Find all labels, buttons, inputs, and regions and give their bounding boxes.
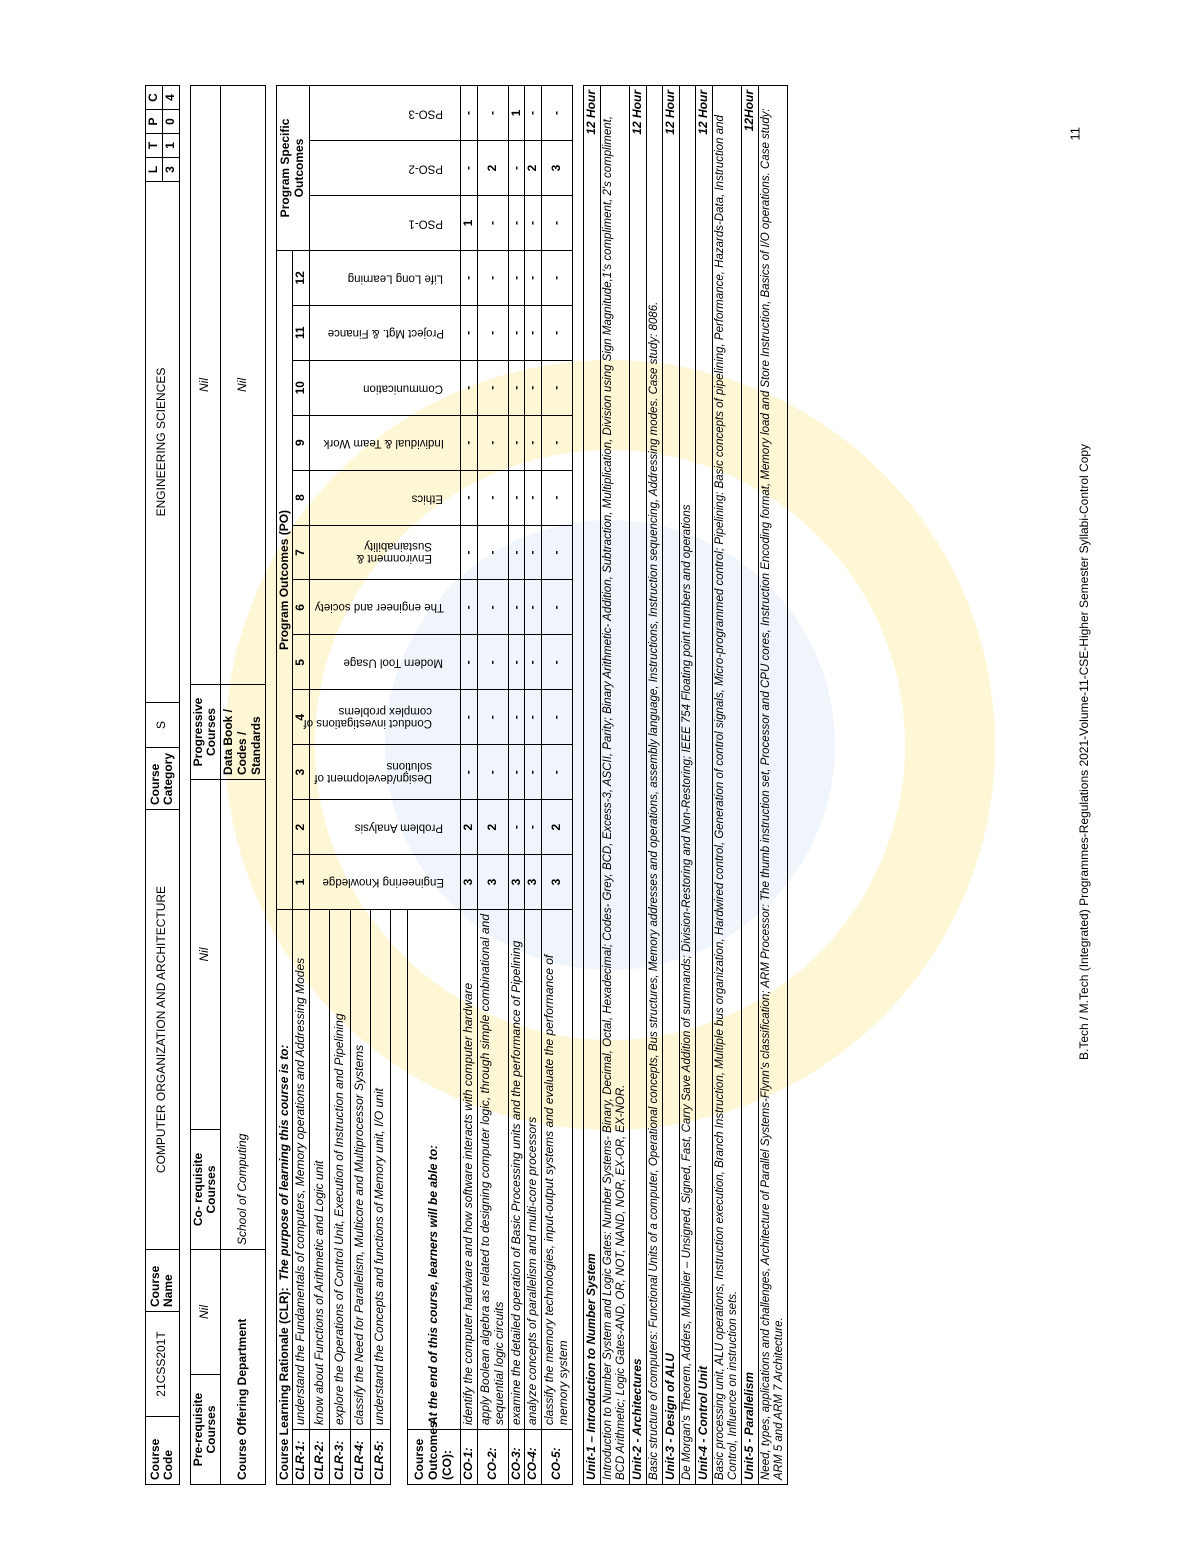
co-po-value: 2: [542, 800, 573, 855]
unit-header-row: [583, 86, 600, 1485]
co-po-value: -: [542, 360, 573, 415]
po-name-text: Environment & Sustainability: [356, 540, 433, 565]
co-po-value: -: [477, 415, 508, 470]
co-intro: At the end of this course, learners will be able to:: [407, 909, 460, 1429]
unit-description-row: [759, 86, 788, 1485]
dept-value: School of Computing: [221, 780, 265, 1250]
po-name-text: Design/development of solutions: [314, 760, 433, 785]
co-po-value: 3: [477, 855, 508, 910]
co-po-value: -: [461, 525, 478, 580]
co-po-value: -: [542, 415, 573, 470]
po-number-6: 6: [293, 580, 310, 635]
co-text: apply Boolean algebra as related to designing computer logic, through simple combinational and sequential logic circuits: [477, 909, 508, 1429]
po-name-14: [310, 141, 461, 196]
po-number-12: 12: [293, 250, 310, 305]
co-po-value: -: [525, 635, 542, 690]
co-po-value: -: [508, 635, 525, 690]
unit-title: Unit-1 – Introduction to Number System: [583, 174, 600, 1485]
co-po-value: -: [508, 525, 525, 580]
unit-hours: 12Hour: [742, 86, 759, 175]
po-name-12: [310, 250, 461, 305]
prereq-value: Nil: [190, 1250, 221, 1375]
co-po-value: -: [508, 800, 525, 855]
co-row: [525, 86, 542, 1485]
po-name-text: Communication: [363, 382, 443, 395]
co-po-value: 2: [461, 800, 478, 855]
po-name-2: [310, 800, 461, 855]
co-po-value: -: [525, 745, 542, 800]
po-name-text: Life Long Learning: [347, 272, 443, 285]
po-name-text: PSO-1: [408, 217, 443, 230]
course-category: S: [146, 703, 180, 748]
co-po-value: -: [477, 250, 508, 305]
progressive-label: Progressive Courses: [190, 685, 221, 780]
ltpc-value-t: 1: [162, 134, 179, 158]
co-code: CO-2:: [477, 1430, 508, 1485]
unit-description-row: [712, 86, 741, 1485]
po-name-13: [310, 196, 461, 251]
po-name-text: Engineering Knowledge: [322, 876, 445, 889]
co-po-value: -: [525, 360, 542, 415]
unit-description: Basic processing unit, ALU operations, Instruction execution, Branch Instruction, Multiple bus organization, Hardwired control, Generation of control signals, Micro-programmed control; Pipelining: Basic concepts of pipelining, Performance, Hazards-Data, Instruction and Control, Influence on instruction sets.: [712, 86, 741, 1485]
category-name: ENGINEERING SCIENCES: [146, 182, 180, 703]
co-po-value: -: [477, 635, 508, 690]
clr-text-5: understand the Concepts and functions of Memory unit, I/O unit: [370, 909, 390, 1429]
co-code: CO-4:: [525, 1430, 542, 1485]
po-name-text: The engineer and society: [314, 601, 445, 614]
clr-code-5: CLR-5:: [370, 1430, 390, 1485]
co-po-value: -: [477, 86, 508, 141]
co-label: Course Outcomes (CO):: [407, 1430, 460, 1485]
co-po-value: 3: [525, 855, 542, 910]
po-number-8: 8: [293, 470, 310, 525]
ltpc-value-l: 3: [162, 158, 179, 182]
co-po-value: -: [525, 580, 542, 635]
page-number: 11: [1067, 127, 1083, 141]
clr-label: Course Learning Rationale (CLR):: [276, 1287, 291, 1480]
clr-intro: The purpose of learning this course is to:: [276, 1044, 291, 1281]
unit-description-row: [646, 86, 662, 1485]
co-po-value: -: [525, 470, 542, 525]
co-po-value: -: [508, 360, 525, 415]
co-po-value: -: [477, 745, 508, 800]
co-po-value: -: [461, 86, 478, 141]
po-name-3: [310, 745, 461, 800]
outcomes-matrix-table: [276, 85, 573, 1485]
course-header-table: [145, 85, 180, 1485]
po-name-7: [310, 525, 461, 580]
po-name-text: Ethics: [411, 492, 443, 505]
ltpc-value-p: 0: [162, 110, 179, 134]
co-po-value: -: [525, 690, 542, 745]
co-po-value: -: [477, 360, 508, 415]
co-row: [542, 86, 573, 1485]
po-name-15: [310, 86, 461, 141]
co-po-value: -: [461, 635, 478, 690]
co-po-value: -: [477, 525, 508, 580]
progressive-value: Nil: [190, 86, 221, 685]
co-po-value: -: [508, 470, 525, 525]
co-po-value: -: [542, 745, 573, 800]
co-po-value: -: [508, 690, 525, 745]
databook-value: Nil: [221, 86, 265, 685]
clr-label-row: [276, 909, 293, 1484]
co-po-value: -: [542, 690, 573, 745]
co-code: CO-3:: [508, 1430, 525, 1485]
clr-code-4: CLR-4:: [350, 1430, 370, 1485]
pso-title: Program Specific Outcomes: [276, 86, 310, 251]
unit-hours: 12 Hour: [583, 86, 600, 175]
clr-code-2: CLR-2:: [310, 1430, 330, 1485]
co-row: [477, 86, 508, 1485]
unit-header-row: [629, 86, 646, 1485]
unit-description: Introduction to Number System and Logic Gates: Number Systems- Binary, Decimal, Octal, Hexadecimal; Codes- Grey, BCD, Excess-3, ASCII, Parity; Binary Arithmetic- Addition, Subtraction, Multiplication, Division using Sign Magnitude,1's compliment, 2's compliment, BCD Arithmetic; Logic Gates-AND, OR, NOT, NAND, NOR, EX-OR, EX-NOR.: [600, 86, 629, 1485]
co-po-value: 2: [477, 800, 508, 855]
ltpc-label-c: C: [146, 86, 163, 110]
co-row: [461, 86, 478, 1485]
co-po-value: -: [461, 360, 478, 415]
unit-title: Unit-2 - Architectures: [629, 174, 646, 1485]
clr-code-3: CLR-3:: [330, 1430, 350, 1485]
footer-text: B.Tech / M.Tech (Integrated) Programmes-Regulations 2021-Volume-11-CSE-Higher Semester Syllabi-Control Copy: [1077, 443, 1091, 1060]
po-name-text: Project Mgt. & Finance: [327, 326, 445, 339]
ltpc-value-c: 4: [162, 86, 179, 110]
co-po-value: -: [542, 580, 573, 635]
unit-description: Basic structure of computers: Functional Units of a computer, Operational concepts, Bus structures, Memory addresses and operations, assembly language, Instructions, Instruction sequencing, Addressing modes. Case study: 8086.: [646, 86, 662, 1485]
unit-description-row: [679, 86, 695, 1485]
po-name-8: [310, 470, 461, 525]
course-code-label: Course Code: [146, 1417, 180, 1485]
po-name-text: Problem Analysis: [354, 821, 443, 834]
po-name-4: [303, 690, 461, 745]
po-name-11: [310, 305, 461, 360]
co-po-value: -: [525, 196, 542, 251]
po-number-4: 4: [293, 690, 310, 745]
co-po-value: -: [525, 86, 542, 141]
unit-hours: 12 Hour: [629, 86, 646, 175]
po-number-3: 3: [293, 745, 310, 800]
po-title: Program Outcomes (PO): [276, 250, 293, 909]
co-po-value: -: [525, 305, 542, 360]
po-name-text: Modern Tool Usage: [343, 656, 443, 669]
spacer-row: [390, 909, 407, 1484]
po-name-text: Conduct investigations of complex problems: [303, 705, 433, 730]
co-po-value: -: [508, 141, 525, 196]
co-po-value: -: [542, 305, 573, 360]
coreq-label: Co- requisite Courses: [190, 1130, 221, 1250]
po-name-text: PSO-3: [408, 107, 443, 120]
course-category-label: Course Category: [146, 748, 180, 810]
po-name-9: [310, 415, 461, 470]
co-po-value: -: [542, 635, 573, 690]
units-table: [583, 85, 789, 1485]
co-po-value: -: [525, 525, 542, 580]
co-po-value: -: [461, 745, 478, 800]
co-po-value: -: [508, 250, 525, 305]
co-po-value: -: [461, 580, 478, 635]
po-number-10: 10: [293, 360, 310, 415]
ltpc-label-p: P: [146, 110, 163, 134]
co-code: CO-1:: [461, 1430, 478, 1485]
po-name-6: [310, 580, 461, 635]
ltpc-label-t: T: [146, 134, 163, 158]
co-po-value: -: [542, 196, 573, 251]
unit-description: De Morgan's Theorem, Adders, Multiplier – Unsigned, Signed, Fast, Carry Save Addition of summands; Division-Restoring and Non-Restoring; IEEE 754 Floating point numbers and operations: [679, 86, 695, 1485]
ltpc-label-l: L: [146, 158, 163, 182]
co-po-value: -: [477, 580, 508, 635]
clr-text-1: understand the Fundamentals of computers, Memory operations and Addressing Modes: [293, 909, 310, 1429]
co-text: classify the memory technologies, input-output systems and evaluate the performance of memory system: [542, 909, 573, 1429]
co-po-value: 2: [525, 141, 542, 196]
co-po-value: -: [461, 470, 478, 525]
unit-description-row: [600, 86, 629, 1485]
unit-title: Unit-3 - Design of ALU: [663, 174, 680, 1485]
po-name-1: [310, 855, 461, 910]
po-number-5: 5: [293, 635, 310, 690]
co-po-value: -: [477, 305, 508, 360]
syllabus-sheet: [145, 85, 1200, 1485]
co-code: CO-5:: [542, 1430, 573, 1485]
co-po-value: -: [508, 305, 525, 360]
unit-header-row: [663, 86, 680, 1485]
co-po-value: 3: [542, 141, 573, 196]
prerequisites-table: [190, 85, 266, 1485]
co-po-value: -: [508, 196, 525, 251]
co-text: analyze concepts of parallelism and multi-core processors: [525, 909, 542, 1429]
databook-label: Data Book / Codes / Standards: [221, 685, 265, 780]
course-name-label: Course Name: [146, 1250, 180, 1312]
co-text: examine the detailed operation of Basic Processing units and the performance of Pipelining: [508, 909, 525, 1429]
co-po-value: 3: [461, 855, 478, 910]
po-number-2: 2: [293, 800, 310, 855]
course-code: 21CSS201T: [146, 1312, 180, 1417]
po-name-5: [310, 635, 461, 690]
unit-header-row: [696, 86, 713, 1485]
prereq-label: Pre-requisite Courses: [190, 1375, 221, 1485]
co-text: identify the computer hardware and how software interacts with computer hardware: [461, 909, 478, 1429]
unit-header-row: [742, 86, 759, 1485]
co-po-value: -: [508, 415, 525, 470]
co-po-value: -: [461, 141, 478, 196]
unit-title: Unit-5 - Parallelism: [742, 174, 759, 1485]
co-po-value: -: [525, 415, 542, 470]
unit-hours: 12 Hour: [663, 86, 680, 175]
dept-label: Course Offering Department: [221, 1250, 265, 1485]
co-po-value: -: [508, 580, 525, 635]
po-number-7: 7: [293, 525, 310, 580]
co-po-value: -: [542, 86, 573, 141]
co-po-value: 2: [477, 141, 508, 196]
clr-text-2: know about Functions of Arithmetic and Logic unit: [310, 909, 330, 1429]
po-number-1: 1: [293, 855, 310, 910]
clr-text-4: classify the Need for Parallelism, Multicore and Multiprocessor Systems: [350, 909, 370, 1429]
co-po-value: 3: [542, 855, 573, 910]
unit-description: Need, types, applications and challenges, Architecture of Parallel Systems-Flynn's classification; ARM Processor: The thumb instruction set, Processor and CPU cores, Instruction Encoding format, Memory load and Store Instruction, Basics of I/O operations. Case study: ARM 5 and ARM 7 Architecture.: [759, 86, 788, 1485]
co-po-value: -: [508, 745, 525, 800]
co-po-value: -: [525, 800, 542, 855]
unit-hours: 12 Hour: [696, 86, 713, 175]
co-po-value: -: [525, 250, 542, 305]
co-po-value: -: [542, 250, 573, 305]
co-po-value: -: [542, 470, 573, 525]
co-po-value: -: [461, 690, 478, 745]
coreq-value: Nil: [190, 780, 221, 1130]
co-po-value: -: [542, 525, 573, 580]
co-po-value: -: [461, 250, 478, 305]
co-po-value: 1: [508, 86, 525, 141]
co-po-value: -: [477, 470, 508, 525]
po-number-11: 11: [293, 305, 310, 360]
co-po-value: -: [477, 690, 508, 745]
clr-code-1: CLR-1:: [293, 1430, 310, 1485]
co-po-value: -: [461, 305, 478, 360]
co-po-value: 1: [461, 196, 478, 251]
co-po-value: 3: [508, 855, 525, 910]
po-name-10: [310, 360, 461, 415]
co-po-value: -: [477, 196, 508, 251]
po-name-text: Individual & Team Work: [323, 436, 445, 449]
unit-title: Unit-4 - Control Unit: [696, 174, 713, 1485]
co-po-value: -: [461, 415, 478, 470]
po-name-text: PSO-2: [408, 162, 443, 175]
co-row: [508, 86, 525, 1485]
po-number-9: 9: [293, 415, 310, 470]
clr-text-3: explore the Operations of Control Unit, Execution of Instruction and Pipelining: [330, 909, 350, 1429]
course-name: COMPUTER ORGANIZATION AND ARCHITECTURE: [146, 810, 180, 1250]
